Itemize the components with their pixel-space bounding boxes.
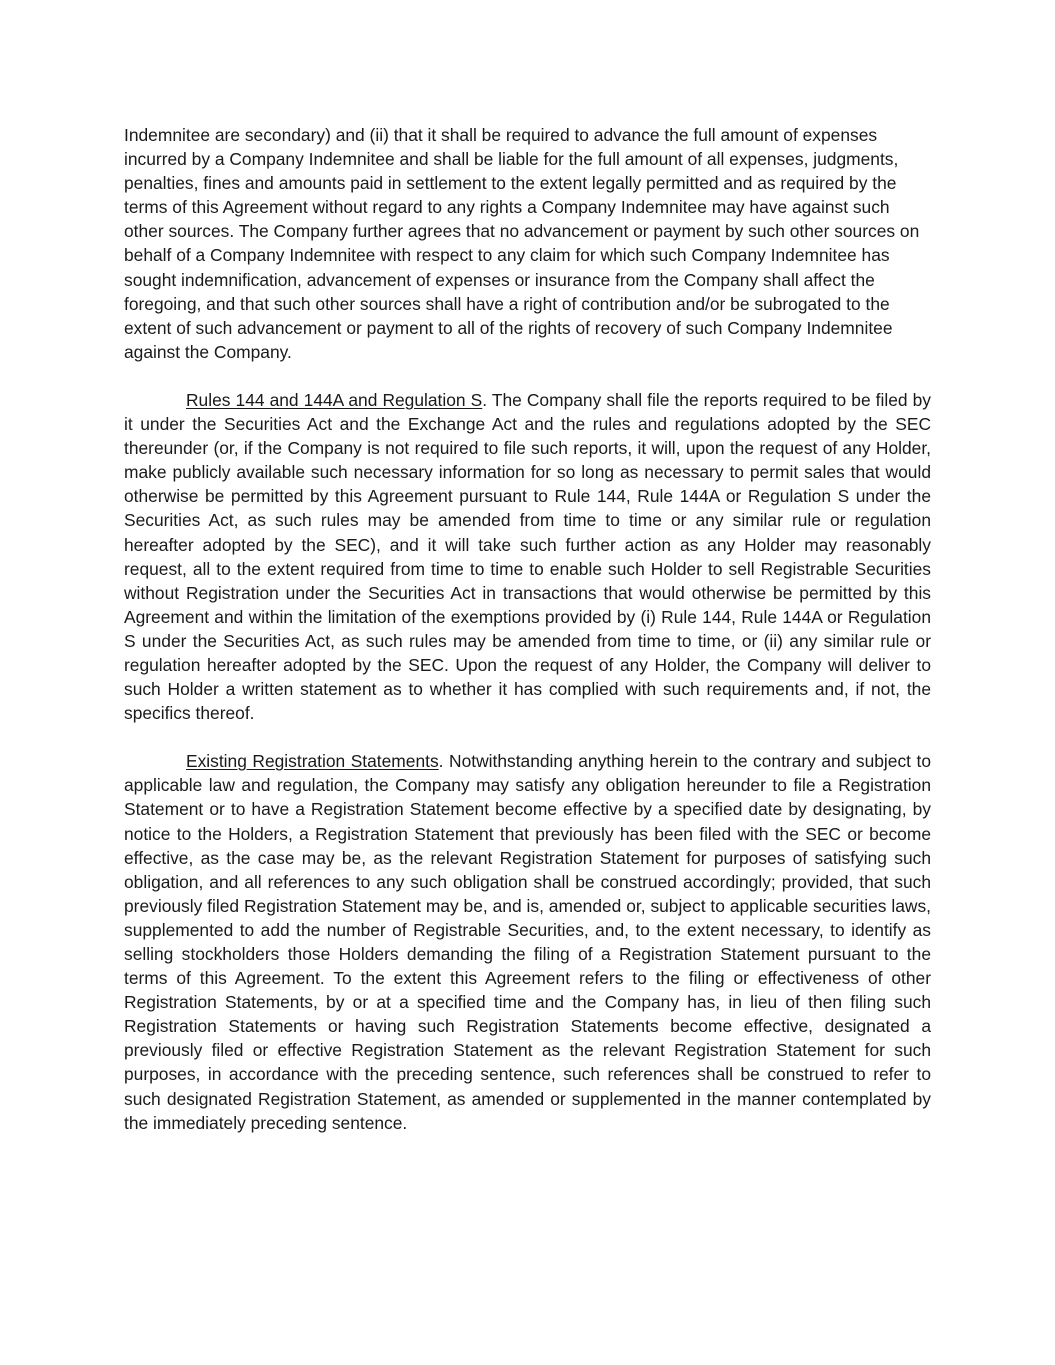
section-heading-rules-144: Rules 144 and 144A and Regulation S (186, 389, 483, 410)
paragraph-text: Indemnitee are secondary) and (ii) that it shall be required to advance the full amount of expenses incurred by a Company Indemnitee and shall be liable for the full amount of all expenses, judgments, penalties, fines and amounts paid in settlement to the extent legally permitted and as required by the terms of this Agreement without regard to any rights a Company Indemnitee may have against such other sources. The Company further agrees that no advancement or payment by such other sources on behalf of a Company Indemnitee with respect to any claim for which such Company Indemnitee has sought indemnification, advancement of expenses or insurance from the Company shall affect the foregoing, and that such other sources shall have a right of contribution and/or be subrogated to the extent of such advancement or payment to all of the rights of recovery of such Company Indemnitee against the Company. (124, 125, 920, 362)
paragraph-rules-144 (124, 388, 931, 725)
heading-period: . (482, 389, 488, 410)
paragraph-existing-registration-statements (124, 749, 931, 1135)
document-page (124, 123, 931, 1135)
paragraph-indemnitee-continuation (124, 123, 931, 364)
heading-period: . (438, 751, 444, 772)
section-heading-existing-registration-statements: Existing Registration Statements (186, 751, 439, 772)
paragraph-text: The Company shall file the reports required to be filed by it under the Securities Act and the Exchange Act and the rules and regulations adopted by the SEC thereunder (or, if the Company is not required to file such reports, it will, upon the request of any Holder, make publicly available such necessary information for so long as necessary to permit sales that would otherwise be permitted by this Agreement pursuant to Rule 144, Rule 144A or Regulation S under the Securities Act, as such rules may be amended from time to time or any similar rule or regulation hereafter adopted by the SEC), and it will take such further action as any Holder may reasonably request, all to the extent required from time to time to enable such Holder to sell Registrable Securities without Registration under the Securities Act in transactions that would otherwise be permitted by this Agreement and within the limitation of the exemptions provided by (i) Rule 144, Rule 144A or Regulation S under the Securities Act, as such rules may be amended from time to time, or (ii) any similar rule or regulation hereafter adopted by the SEC. Upon the request of any Holder, the Company will deliver to such Holder a written statement as to whether it has complied with such requirements and, if not, the specifics thereof. (124, 389, 931, 724)
paragraph-text: Notwithstanding anything herein to the contrary and subject to applicable law and regulation, the Company may satisfy any obligation hereunder to file a Registration Statement or to have a Registration Statement become effective by a specified date by designating, by notice to the Holders, a Registration Statement that previously has been filed with the SEC or become effective, as the case may be, as the relevant Registration Statement for purposes of satisfying such obligation, and all references to any such obligation shall be construed accordingly; provided, that such previously filed Registration Statement may be, and is, amended or, subject to applicable securities laws, supplemented to add the number of Registrable Securities, and, to the extent necessary, to identify as selling stockholders those Holders demanding the filing of a Registration Statement pursuant to the terms of this Agreement. To the extent this Agreement refers to the filing or effectiveness of other Registration Statements, by or at a specified time and the Company has, in lieu of then filing such Registration Statements or having such Registration Statements become effective, designated a previously filed or effective Registration Statement as the relevant Registration Statement for such purposes, in accordance with the preceding sentence, such references shall be construed to refer to such designated Registration Statement, as amended or supplemented in the manner contemplated by the immediately preceding sentence. (124, 751, 931, 1133)
